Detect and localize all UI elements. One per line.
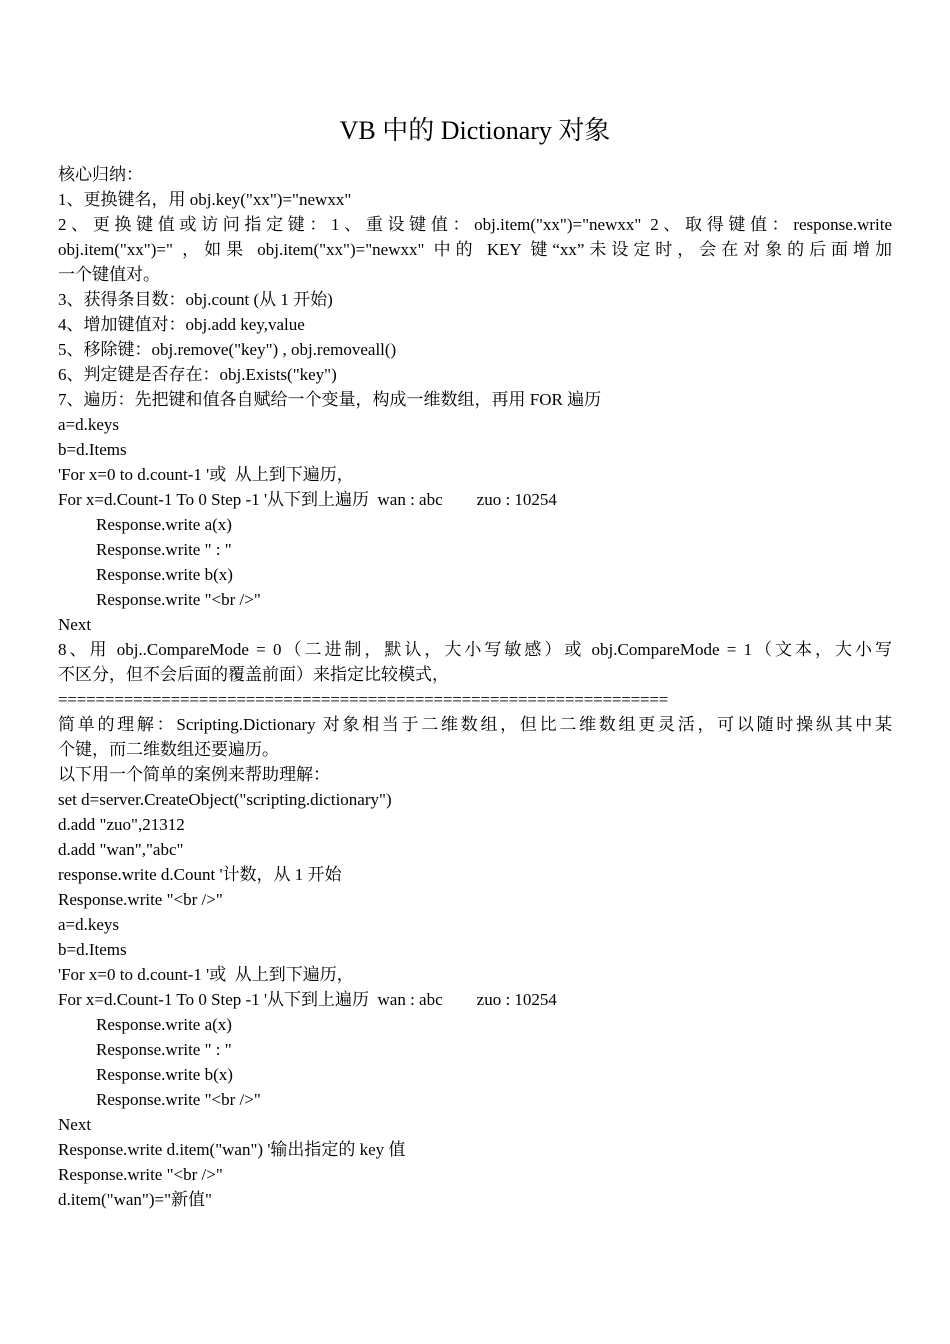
text-line: 2、更换键值或访问指定键：1、重设键值：obj.item("xx")="newxx" 2、取得键值：response.write [58,215,892,234]
code-line: 'For x=0 to d.count-1 '或 从上到下遍历， [58,965,354,984]
text-line: 简单的理解：Scripting.Dictionary 对象相当于二维数组，但比二维数组更灵活，可以随时操纵其中某 [58,715,892,734]
code-line: set d=server.CreateObject("scripting.dictionary") [58,790,392,809]
code-line: Next [58,615,92,634]
text-line: obj.item("xx")=" ，如果 obj.item("xx")="newxx" 中的 KEY 键“xx”未设定时，会在对象的后面增加 [58,240,892,259]
code-line: 'For x=0 to d.count-1 '或 从上到下遍历， [58,465,354,484]
code-line: For x=d.Count-1 To 0 Step -1 '从下到上遍历 wan : abc zuo : 10254 [58,490,557,509]
text-line: 3、获得条目数：obj.count (从 1 开始) [58,290,333,309]
code-line: d.item("wan")="新值" [58,1190,212,1209]
text-line: 1、更换键名，用 obj.key("xx")="newxx" [58,190,352,209]
text-line: 以下用一个简单的案例来帮助理解： [58,765,330,784]
code-line: Response.write "<br />" [58,890,223,909]
code-line: b=d.Items [58,440,127,459]
code-line: Response.write "<br />" [58,1165,223,1184]
code-line: d.add "wan","abc" [58,840,184,859]
text-line: 个键，而二维数组还要遍历。 [58,740,279,759]
code-line: Response.write " : " [96,1040,232,1059]
code-line: Response.write a(x) [96,515,232,534]
document-body [58,162,892,1212]
code-line: For x=d.Count-1 To 0 Step -1 '从下到上遍历 wan : abc zuo : 10254 [58,990,557,1009]
code-line: a=d.keys [58,915,120,934]
code-line: Response.write b(x) [96,565,233,584]
document-title: VB 中的 Dictionary 对象 [339,116,611,145]
code-line: a=d.keys [58,415,120,434]
text-line: 5、移除键：obj.remove("key") , obj.removeall() [58,340,397,359]
text-line: 核心归纳： [58,165,143,184]
text-line: 一个键值对。 [58,265,160,284]
code-line: Response.write d.item("wan") '输出指定的 key 值 [58,1140,406,1159]
code-line: Response.write a(x) [96,1015,232,1034]
separator-line: ================================================================= [58,690,669,709]
text-line: 不区分，但不会后面的覆盖前面）来指定比较模式， [58,665,449,684]
code-line: Next [58,1115,92,1134]
text-line: 7、遍历：先把键和值各自赋给一个变量，构成一维数组，再用 FOR 遍历 [58,390,602,409]
text-line: 8、用 obj..CompareMode = 0（二进制，默认，大小写敏感）或 obj.CompareMode = 1（文本，大小写 [58,640,892,659]
code-line: Response.write "<br />" [96,590,261,609]
code-line: b=d.Items [58,940,127,959]
code-line: response.write d.Count '计数，从 1 开始 [58,865,342,884]
code-line: Response.write b(x) [96,1065,233,1084]
code-line: d.add "zuo",21312 [58,815,185,834]
code-line: Response.write "<br />" [96,1090,261,1109]
text-line: 6、判定键是否存在：obj.Exists("key") [58,365,337,384]
text-line: 4、增加键值对：obj.add key,value [58,315,305,334]
code-line: Response.write " : " [96,540,232,559]
